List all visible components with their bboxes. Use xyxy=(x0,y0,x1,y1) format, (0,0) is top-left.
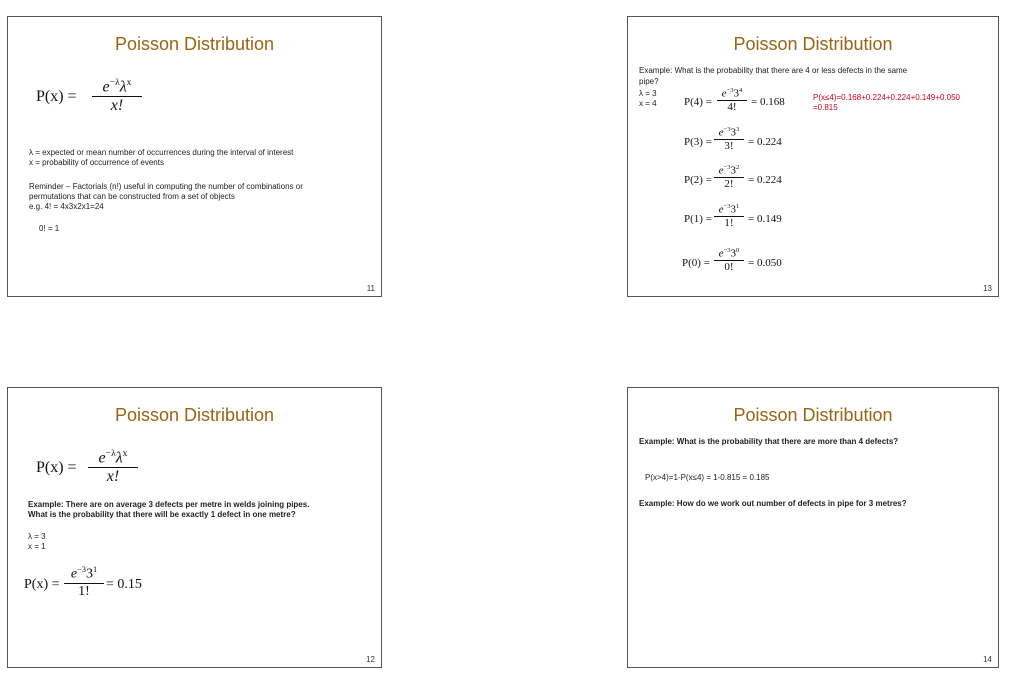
slide-11 xyxy=(7,16,382,297)
param-x: x = 4 xyxy=(639,99,657,108)
term-p1-fraction: $e^{-3}3^1$ 1! xyxy=(714,203,744,229)
example-line-1: Example: There are on average 3 defects per metre in welds joining pipes. xyxy=(28,500,310,509)
param-lambda: λ = 3 xyxy=(639,89,657,98)
param-lambda: λ = 3 xyxy=(28,532,46,541)
sum-line-2: =0.815 xyxy=(813,103,838,112)
term-p1-lhs: P(1) = xyxy=(684,213,712,225)
term-p2-rhs: = 0.224 xyxy=(748,174,782,186)
definition-x: x = probability of occurrence of events xyxy=(29,158,164,167)
term-p1-rhs: = 0.149 xyxy=(748,213,782,225)
slide-title: Poisson Distribution xyxy=(114,405,275,425)
slide-number: 13 xyxy=(983,284,992,293)
term-p4-fraction: $e^{-3}3^4$ 4! xyxy=(717,87,747,113)
slide-title: Poisson Distribution xyxy=(733,405,893,425)
formula-lhs: P(x) = xyxy=(36,459,77,476)
slide-13 xyxy=(627,16,999,297)
result-rhs: = 0.15 xyxy=(106,577,142,592)
slide-12 xyxy=(7,387,382,668)
reminder-line-1: Reminder – Factorials (n!) useful in computing the number of combinations or xyxy=(29,182,303,191)
example-line-2: Example: How do we work out number of defects in pipe for 3 metres? xyxy=(639,499,907,508)
term-p3-rhs: = 0.224 xyxy=(748,136,782,148)
result-fraction: $e^{-3}3^1$ 1! xyxy=(64,565,104,600)
formula-fraction xyxy=(92,77,142,115)
term-p0-rhs: = 0.050 xyxy=(748,257,782,269)
term-p4-rhs: = 0.168 xyxy=(751,96,785,108)
calculation: P(x>4)=1-P(x≤4) = 1-0.815 = 0.185 xyxy=(645,473,770,482)
example-line-1: Example: What is the probability that there are 4 or less defects in the same xyxy=(639,66,908,75)
slide-number: 11 xyxy=(366,284,375,293)
slide-title: Poisson Distribution xyxy=(733,34,893,54)
term-p4-lhs: P(4) = xyxy=(684,96,712,108)
slide-14 xyxy=(627,387,999,668)
result-lhs: P(x) = xyxy=(24,577,60,592)
term-p2-lhs: P(2) = xyxy=(684,174,712,186)
example-line-2: What is the probability that there will be exactly 1 defect in one metre? xyxy=(28,510,296,519)
example-line-2: pipe? xyxy=(639,77,659,86)
slide-number: 14 xyxy=(983,655,992,664)
term-p0-lhs: P(0) = xyxy=(682,257,710,269)
formula-fraction xyxy=(88,448,138,486)
reminder-line-2: permutations that can be constructed from a set of objects xyxy=(29,192,235,201)
term-p2-fraction: $e^{-3}3^2$ 2! xyxy=(714,164,744,190)
slide-title: Poisson Distribution xyxy=(114,34,275,54)
term-p3-lhs: P(3) = xyxy=(684,136,712,148)
formula-denominator: x! xyxy=(110,97,124,115)
param-x: x = 1 xyxy=(28,542,46,551)
zero-factorial: 0! = 1 xyxy=(39,224,60,233)
definition-lambda: λ = expected or mean number of occurrences during the interval of interest xyxy=(29,148,294,157)
example-line-1: Example: What is the probability that there are more than 4 defects? xyxy=(639,437,899,446)
term-p0-fraction: $e^{-3}3^0$ 0! xyxy=(714,247,744,273)
formula-numerator: $e^{-\lambda}\lambda^x$ xyxy=(98,448,128,467)
formula-denominator: x! xyxy=(106,468,120,486)
reminder-line-3: e.g. 4! = 4x3x2x1=24 xyxy=(29,202,104,211)
formula-numerator: $e^{-\lambda}\lambda^x$ xyxy=(102,77,132,96)
term-p3-fraction: $e^{-3}3^3$ 3! xyxy=(714,126,744,152)
slide-number: 12 xyxy=(366,655,375,664)
sum-line-1: P(x≤4)=0.168+0.224+0.224+0.149+0.050 xyxy=(813,93,960,102)
formula-lhs: P(x) = xyxy=(36,88,77,105)
